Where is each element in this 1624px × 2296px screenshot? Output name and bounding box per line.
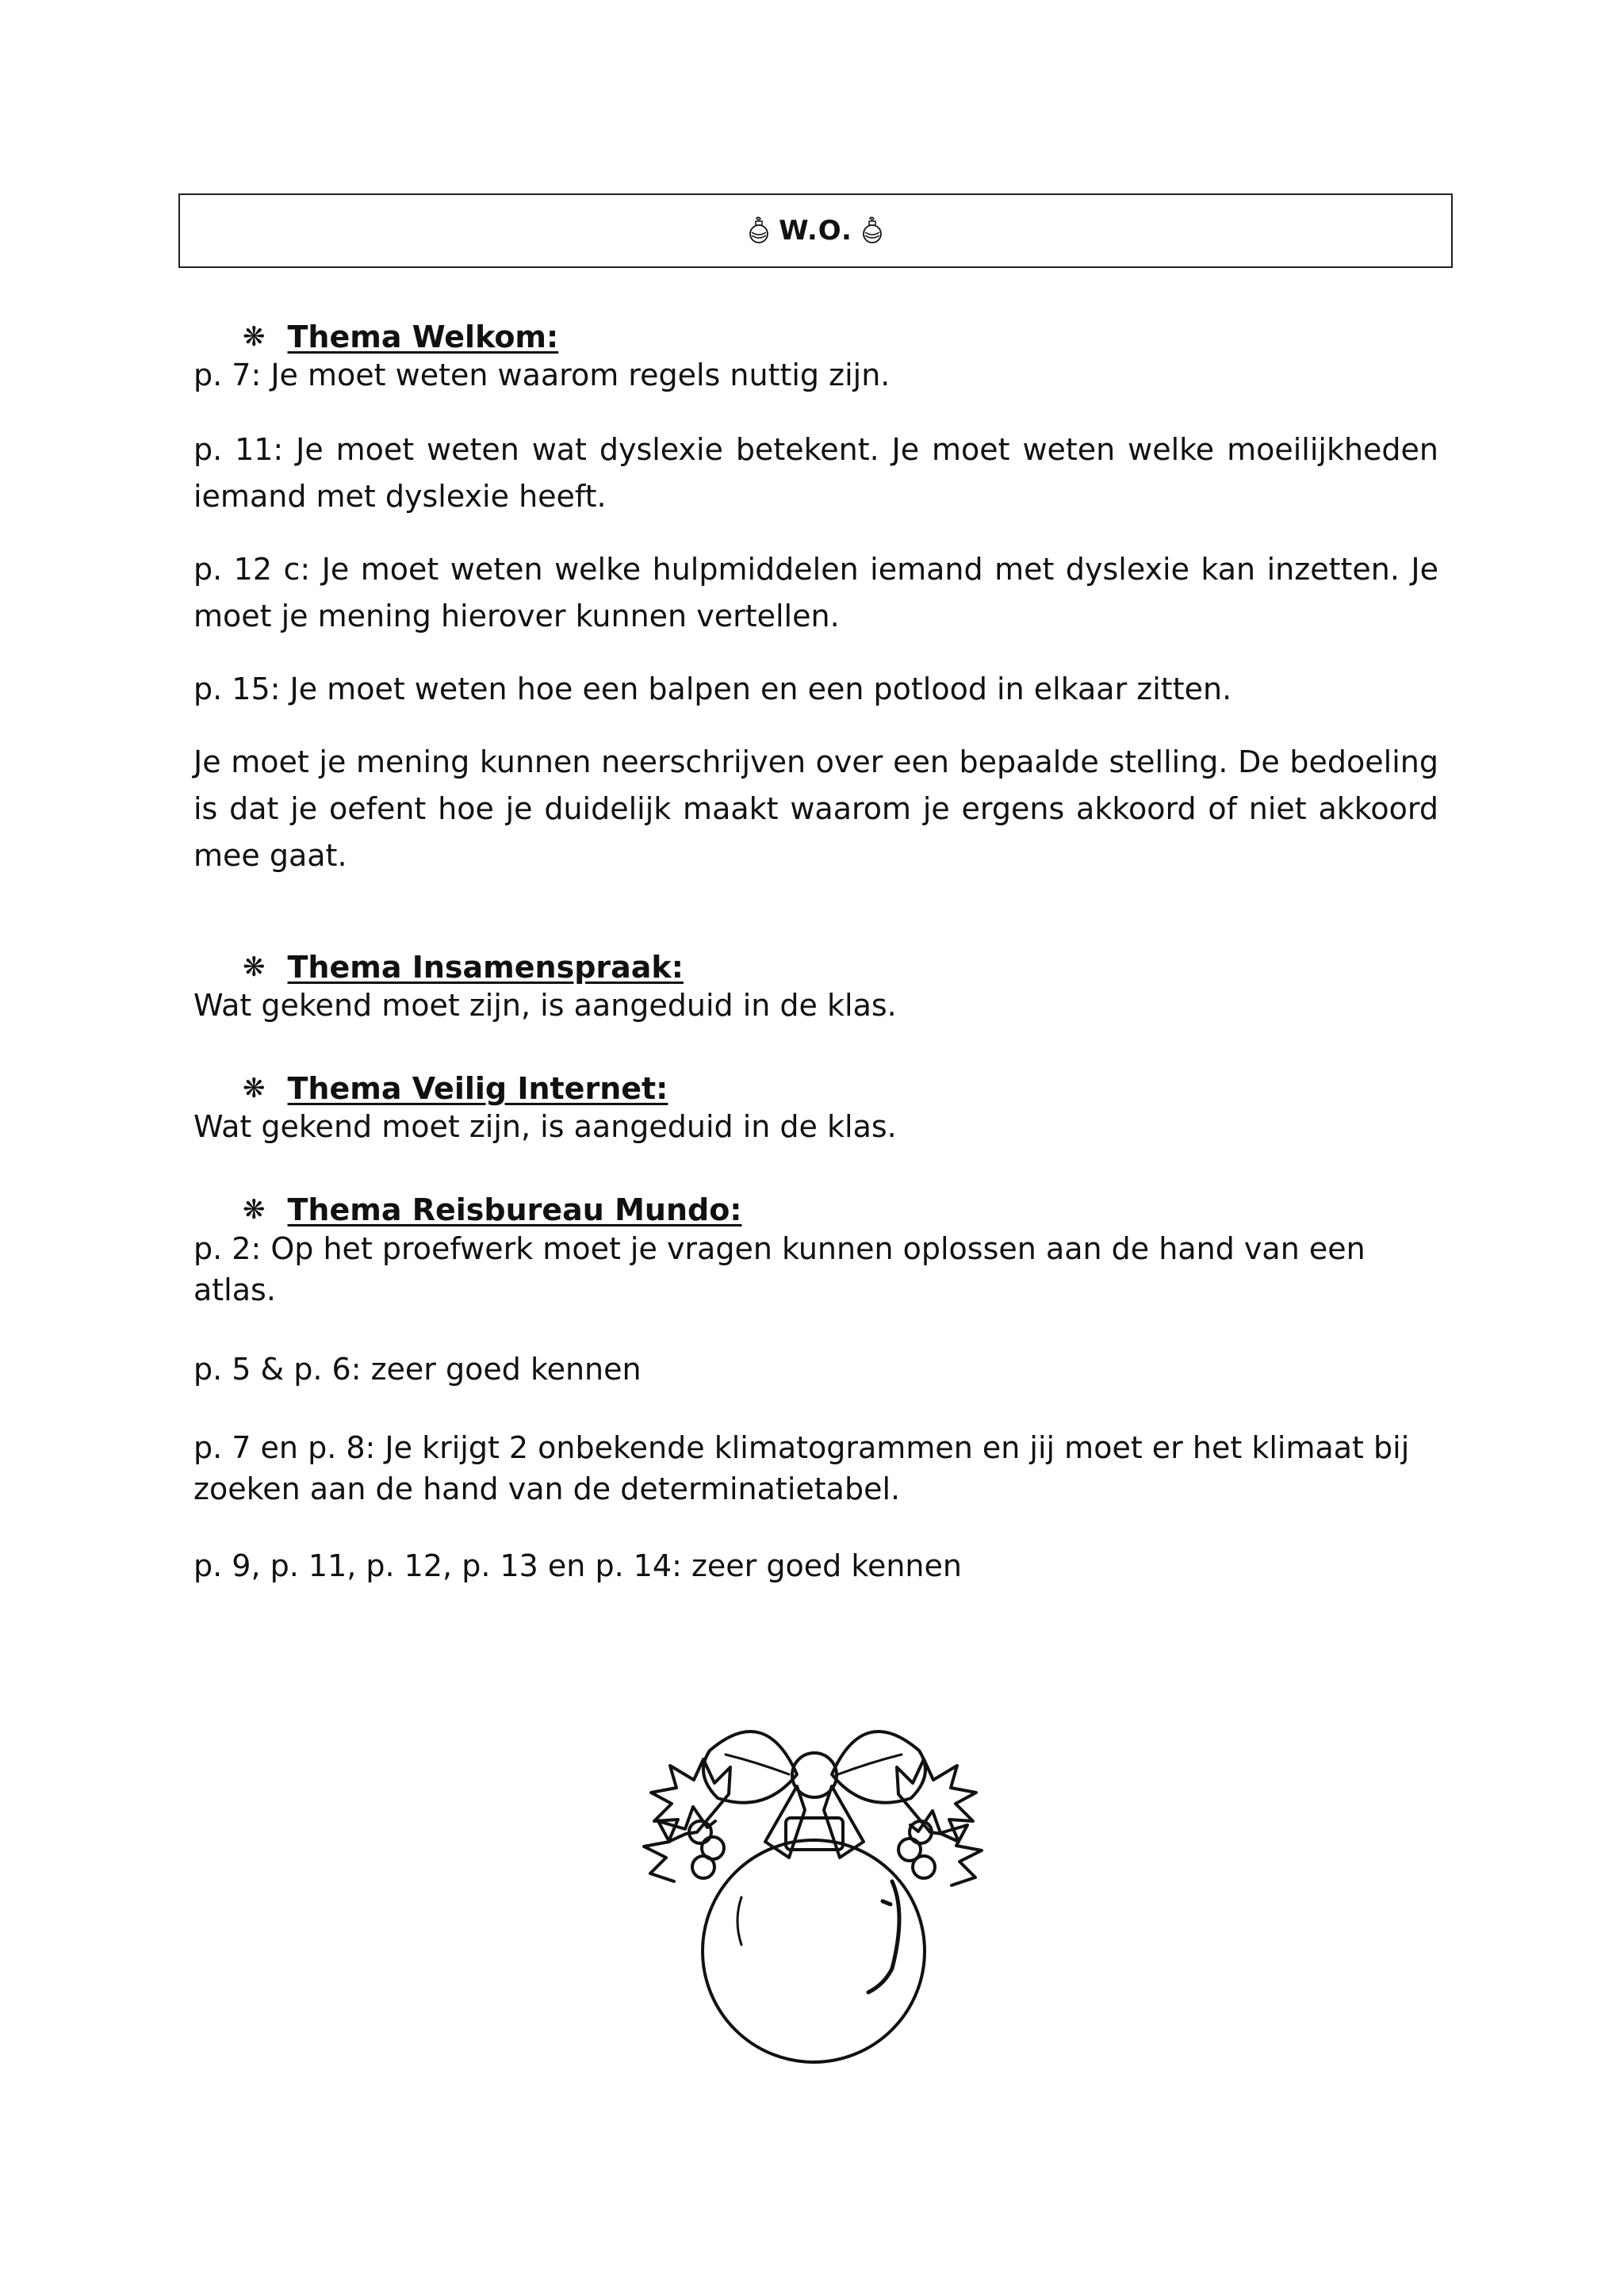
christmas-bauble-icon bbox=[630, 1699, 997, 2072]
paragraph: p. 7: Je moet weten waarom regels nuttig zijn. bbox=[193, 358, 891, 392]
paragraph: p. 15: Je moet weten hoe een balpen en een potlood in elkaar zitten. bbox=[193, 672, 1232, 706]
paragraph: Je moet je mening kunnen neerschrijven over een bepaalde stelling. De bedoeling is dat je oefent hoe je duidelijk maakt waarom je ergens akkoord of niet akkoord mee gaat. bbox=[193, 744, 1438, 873]
section-heading: ❋ Thema Welkom: bbox=[243, 320, 559, 354]
section-insamenspraak bbox=[193, 949, 1438, 1029]
page-title: W.O. bbox=[779, 215, 852, 247]
paragraph: Wat gekend moet zijn, is aangeduid in de klas. bbox=[193, 988, 897, 1023]
asterisk-flower-icon: ❋ bbox=[243, 1073, 266, 1104]
header-box bbox=[178, 193, 1453, 268]
section-heading: ❋ Thema Veilig Internet: bbox=[243, 1071, 668, 1106]
christmas-bauble-icon bbox=[862, 216, 883, 245]
paragraph: p. 9, p. 11, p. 12, p. 13 en p. 14: zeer goed kennen bbox=[193, 1548, 962, 1583]
section-heading: ❋ Thema Insamenspraak: bbox=[243, 950, 684, 985]
paragraph: Wat gekend moet zijn, is aangeduid in de klas. bbox=[193, 1109, 897, 1144]
asterisk-flower-icon: ❋ bbox=[243, 321, 266, 353]
asterisk-flower-icon: ❋ bbox=[243, 951, 266, 983]
paragraph: p. 7 en p. 8: Je krijgt 2 onbekende klimatogrammen en jij moet er het klimaat bij zoeken aan de hand van de determinatietabel. bbox=[193, 1430, 1410, 1506]
asterisk-flower-icon: ❋ bbox=[243, 1194, 266, 1226]
section-welkom bbox=[193, 319, 1438, 879]
section-heading: ❋ Thema Reisbureau Mundo: bbox=[243, 1192, 742, 1227]
paragraph: p. 11: Je moet weten wat dyslexie betekent. Je moet weten welke moeilijkheden iemand met dyslexie heeft. bbox=[193, 432, 1438, 514]
paragraph: p. 5 & p. 6: zeer goed kennen bbox=[193, 1352, 642, 1387]
christmas-bauble-icon bbox=[749, 216, 769, 245]
paragraph: p. 12 c: Je moet weten welke hulpmiddelen iemand met dyslexie kan inzetten. Je moet je mening hierover kunnen vertellen. bbox=[193, 552, 1438, 633]
section-veilig-internet bbox=[193, 1070, 1438, 1150]
section-reisbureau-mundo bbox=[193, 1192, 1438, 1590]
paragraph: p. 2: Op het proefwerk moet je vragen kunnen oplossen aan de hand van een atlas. bbox=[193, 1231, 1365, 1307]
